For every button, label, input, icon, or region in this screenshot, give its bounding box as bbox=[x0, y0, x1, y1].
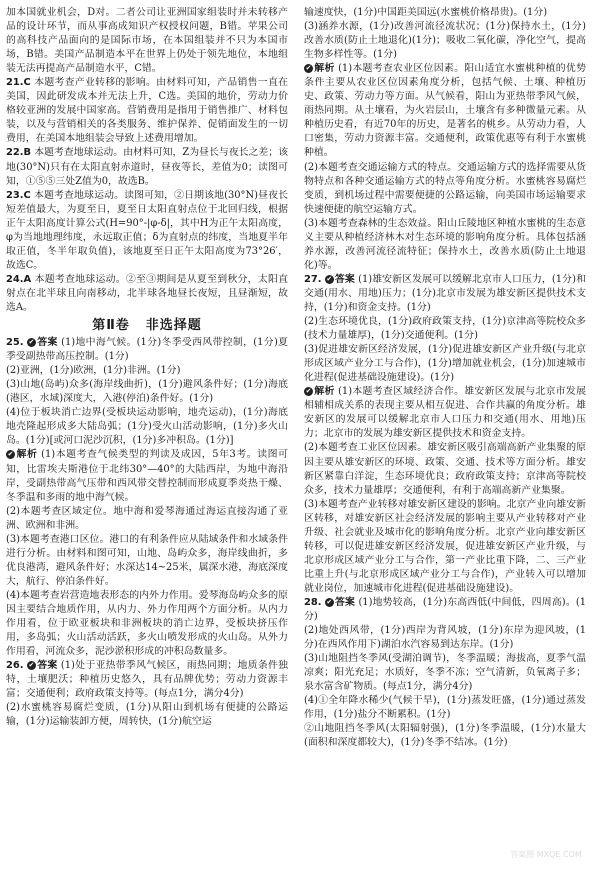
section-heading-title: 非选择题 bbox=[145, 318, 202, 334]
paragraph-text: (3)本题考查产业转移对雄安新区建设的影响。北京产业向雄安新区转移，对雄安新区社会经济发展的影响主要从产业转移对产业升级、社会就业及城市化的影响角度分析。北京产业向雄安新区转移，可以促进雄安新区经济发展，促进雄安新区产业升级，与北京形成区域产业分工与合作，第一产业比重下降，二、三产业比重上升(与北京形成区域产业分工与合作)，产业转入可以增加就业岗位，加速城市化进程(促进基础设施建设)。 bbox=[304, 498, 586, 594]
paragraph-text: 本题考查地球运动。由材料可知，Z为昼长与夜长之差；该地(30°N)只有在太阳直射赤道时，昼夜等长，差值为0；读图可知，①⑤⑤三处Z值为0，故选B。 bbox=[6, 147, 289, 187]
question-explanation bbox=[6, 76, 288, 146]
paragraph bbox=[304, 722, 586, 750]
paragraph bbox=[304, 652, 586, 694]
question-number: 23.C bbox=[6, 189, 31, 201]
paragraph-text: (1)雄安新区发展可以缓解北京市人口压力，(1分)和交通(用水、用地)压力；(1分)北京市发展为雄安新区提供技术支持，(1分)和资金支持。(1分) bbox=[304, 273, 586, 313]
label-text: 解析 bbox=[314, 63, 335, 75]
label-text: 解析 bbox=[16, 449, 38, 461]
answer-label bbox=[27, 660, 58, 671]
question-explanation bbox=[6, 273, 288, 315]
question-number: 26. bbox=[6, 660, 24, 672]
paragraph bbox=[6, 364, 288, 378]
paragraph bbox=[304, 441, 586, 497]
paragraph-text: (2)亚洲，(1分)欧洲，(1分)非洲。(1分) bbox=[6, 365, 181, 377]
check-badge-icon: ✔ bbox=[28, 338, 35, 347]
paragraph bbox=[6, 6, 288, 76]
left-column bbox=[6, 6, 288, 729]
answer-label bbox=[325, 597, 355, 608]
paragraph-text: 本题考查地球运动。读图可知，②日期该地(30°N)昼夜长短差值最大，为夏至日，夏至日太阳直射点位于北回归线，根据正午太阳高度计算公式(H=90°-|φ-δ|，其中H为正午太阳高度，φ为当地地理纬度，永远取正值；δ为直射点的纬度，当地夏半年取正值，冬半年取负值)，该地夏至日正午太阳高度为73°26′，故选C。 bbox=[6, 189, 289, 271]
paragraph bbox=[304, 315, 586, 343]
paragraph bbox=[304, 624, 586, 652]
answer-block bbox=[304, 596, 586, 624]
answer-block bbox=[6, 659, 288, 701]
analysis-label bbox=[304, 386, 335, 397]
paragraph bbox=[6, 589, 288, 659]
analysis-label bbox=[304, 63, 335, 74]
paragraph-text: 输速度快，(1分)中国距美国远(水蜜桃价格昂贵)。(1分) bbox=[304, 7, 548, 18]
paragraph-text: (1)本题考查农业区位因素。阳山适宜水蜜桃种植的优势条件主要从农业区位因素角度分析，包括气候、土壤、种植历史、政策、劳动力等方面。从气候看，阳山为亚热带季风气候，雨热同期。从土壤看，为火岩层山，土壤含有多种微量元素。从种植历史看，有近70年的历史，是著名的桃乡。从劳动力看，人口密集，劳动力资源丰富。交通便利，政策优惠等有利于水蜜桃种植。 bbox=[304, 63, 586, 159]
question-number: 27. bbox=[304, 273, 322, 285]
question-explanation bbox=[6, 146, 288, 188]
answer-label bbox=[27, 337, 58, 348]
paragraph-text: (3)山地阻挡冬季风(受湖泊调节)，冬季温暖；海拔高，夏季气温凉爽；阳光充足；水质好，冬季不冻；空气清新，负氧离子多；泉水富含矿物质。(每点1分，满分4分) bbox=[304, 653, 586, 693]
check-badge-icon: ✔ bbox=[305, 387, 312, 396]
paragraph bbox=[6, 533, 288, 589]
paragraph bbox=[6, 378, 288, 406]
answer-block bbox=[304, 385, 586, 441]
paragraph-text: (2)生态环境优良，(1分)政府政策支持，(1分)京津高等院校众多(技术力量雄厚)，(1分)交通便利。(1分) bbox=[304, 316, 586, 342]
right-column bbox=[304, 6, 586, 750]
paragraph-text: (3)促进雄安新区经济发展，(1分)促进雄安新区产业升级(与北京形成区域产业分工与合作)，(1分)增加就业机会，(1分)加速城市化进程(促进基础设施建设)。(1分) bbox=[304, 344, 586, 384]
paragraph-text: (2)水蜜桃容易腐烂变质，(1分)从阳山到机场有便捷的公路运输，(1分)运输装卸方便，周转快，(1分)航空运 bbox=[6, 702, 288, 728]
paragraph-text: (3)山地(岛屿)众多(海岸线曲折)，(1分)避风条件好；(1分)海底(港区，水域)深度大，入港(停泊)条件好。(1分) bbox=[6, 379, 288, 405]
paragraph-text: 加本国就业机会，D对。二者公司让亚洲国家组装时并未转移产品的设计环节，而从事高成知识产权授权问题，B错。苹果公司的高科技产品面向的是国际市场，在本国组装并不只为本国市场，B错。美国产品制造本平在世界上仍处于领先地位，本地组装无法再提高产品制造水平，C错。 bbox=[6, 7, 288, 75]
paragraph-text: (3)涵养水源，(1分)改善河流径流状况；(1分)保持水土，(1分)改善水质(防止土地退化)(1分)；吸收二氧化碳，净化空气，提高生物多样性等。(1分) bbox=[304, 21, 586, 61]
section-heading bbox=[6, 319, 288, 333]
check-badge-icon: ✔ bbox=[326, 274, 333, 283]
paragraph bbox=[304, 343, 586, 385]
analysis-label bbox=[6, 449, 37, 460]
label-text: 答案 bbox=[334, 273, 355, 285]
question-number: 28. bbox=[304, 596, 322, 608]
watermark-logo bbox=[503, 840, 589, 870]
answer-block bbox=[6, 336, 288, 364]
paragraph-text: 本题考查产业转移的影响。由材料可知，产品销售一直在美国，因此研发成本并无法上升，C选。美国的地价，劳动力价格较亚洲的发展中国家高。营销费用是指用于销售推广、材料包装，以及与营销相关的各类服务、维护保养、促销面发生的一切费用，在美国本地组装会导致上述费用增加。 bbox=[6, 77, 288, 145]
paragraph-text: ②山地阻挡冬季风(太阳辐射强)，(1分)冬季温暖，(1分)水量大(面积和深度都较大)，(1分)冬季不结冰。(1分) bbox=[304, 723, 586, 749]
paragraph-text: (3)本题考查森林的生态效益。阳山丘陵地区种植水蜜桃的生态意义主要从种植经济林木对生态环境的影响角度分析。具体包括涵养水源，改善河流径流特征；保持水土，改善水质(防止土地退化)等。 bbox=[304, 217, 586, 271]
label-text: 答案 bbox=[36, 660, 58, 672]
paragraph-text: (4)本题考查岩营造地表形态的内外力作用。爱琴海岛屿众多的原因主要结合地质作用，从内力、外力作用两个方面分析。从内力作用看，位于欧亚板块和非洲板块的消亡边界，受板块挤压作用，多岛弧；火山活动活跃，多火山喷发形成的火山岛。从外力作用看，河流众多，泥沙淤积形成的冲积岛数量多。 bbox=[6, 589, 288, 658]
watermark-text: 答案圈 MXQE.COM bbox=[510, 850, 582, 859]
paragraph-text: (2)本题考查交通运输方式的特点。交通运输方式的选择需要从货物特点和各种交通运输方式的特点等角度分析。水蜜桃容易腐烂变质，到机场过程中需要便捷的公路运输，向美国市场运输要求快速便捷的航空运输方式。 bbox=[304, 161, 586, 215]
paragraph-text: (1)本题考查区域经济合作。雄安新区发展与北京市发展相辅相成关系的表现主要从相互促进、合作共赢的角度分析。雄安新区的发展可以缓解北京市人口压力和交通(用水、用地)压力；北京市的发展为雄安新区提供技术和资金支持。 bbox=[304, 386, 586, 440]
paragraph-text: (1)地势较高，(1分)东高西低(中间低，四周高)。(1分) bbox=[304, 596, 587, 623]
paragraph-text: 本题考查地球运动。②至③期间是从夏至到秋分，太阳直射点在北半球且向南移动，北半球各地昼长夜短，且昼渐短，故选A。 bbox=[6, 273, 288, 313]
question-number: 24.A bbox=[6, 273, 32, 285]
section-heading-part: 第Ⅱ卷 bbox=[92, 318, 130, 334]
paragraph-text: (3)本题考查港口区位。港口的有利条件应从陆域条件和水域条件进行分析。由材料和图可知，山地、岛屿众多，海岸线曲折，多优良港湾，避风条件好；水深达14~25米，属深水港，海底深度大，航行、停泊条件好。 bbox=[6, 533, 288, 587]
paragraph bbox=[6, 701, 288, 729]
check-badge-icon: ✔ bbox=[305, 64, 312, 73]
check-badge-icon: ✔ bbox=[326, 597, 333, 606]
paragraph bbox=[304, 217, 586, 273]
check-badge-icon: ✔ bbox=[7, 450, 14, 459]
paragraph-text: (1)本题考查气候类型的判读及成因，5年3考。读图可知，比雷埃夫斯港位于北纬30°—40°的大陆西岸，为地中海沿岸，受副热带高气压带和西风带交替控制而形成夏季炎热干燥、冬季温和多雨的地中海气候。 bbox=[6, 449, 288, 503]
paragraph bbox=[304, 161, 586, 217]
question-number: 25. bbox=[6, 337, 24, 349]
answer-block bbox=[6, 448, 288, 504]
paragraph bbox=[304, 6, 586, 20]
paragraph-text: (4)①全年降水稀少(气候干旱)，(1分)蒸发旺盛，(1分)通过蒸发作用，(1分)盐分不断累积。(1分) bbox=[304, 695, 586, 721]
paragraph bbox=[304, 20, 586, 62]
answer-block bbox=[304, 62, 586, 160]
label-text: 答案 bbox=[334, 596, 356, 608]
paragraph-text: (2)本题考查区域定位。地中海和爱琴海通过海运直接沟通了亚洲、欧洲和非洲。 bbox=[6, 505, 288, 531]
check-badge-icon: ✔ bbox=[28, 661, 35, 670]
paragraph bbox=[6, 505, 288, 533]
paragraph-text: (2)本题考查工业区位因素。雄安新区吸引高端高新产业集聚的原因主要从雄安新区的环境、政策、交通、技术等方面分析。雄安新区紧靠白洋淀，生态环境优良；政府政策支持；京津高等院校众多，技术力量雄厚；交通便利，有利于高端高新产业集聚。 bbox=[304, 442, 586, 496]
question-number: 22.B bbox=[6, 147, 32, 159]
paragraph bbox=[304, 498, 586, 596]
paragraph-text: (1)处于亚热带季风气候区，雨热同期；地质条件独特，土壤肥沃；种植历史悠久，具有品牌优势；劳动力资源丰富；交通便利；政府政策支持等。(每点1分，满分4分) bbox=[6, 660, 289, 700]
label-text: 解析 bbox=[314, 386, 335, 398]
question-explanation bbox=[6, 189, 288, 273]
paragraph bbox=[6, 406, 288, 448]
question-number: 21.C bbox=[6, 77, 31, 89]
paragraph bbox=[304, 694, 586, 722]
paragraph-text: (4)位于板块消亡边界(受板块运动影响，地壳运动)，(1分)海底地壳隆起形成多大陆岛弧；(1分)受火山活动影响，(1分)多火山岛。(1分)[或河口泥沙沉积，(1分)多冲积岛。(1分)] bbox=[6, 407, 288, 447]
label-text: 答案 bbox=[36, 337, 58, 349]
paragraph-text: (1)地中海气候。(1分)冬季受西风带控制，(1分)夏季受副热带高压控制。(1分) bbox=[6, 337, 289, 363]
answer-label bbox=[325, 274, 355, 285]
answer-block bbox=[304, 273, 586, 315]
paragraph-text: (2)地处西风带，(1分)西岸为背风坡，(1分)东岸为迎风坡，(1分)在西风作用下)湖泊水汽容易到达东岸。(1分) bbox=[304, 625, 586, 651]
